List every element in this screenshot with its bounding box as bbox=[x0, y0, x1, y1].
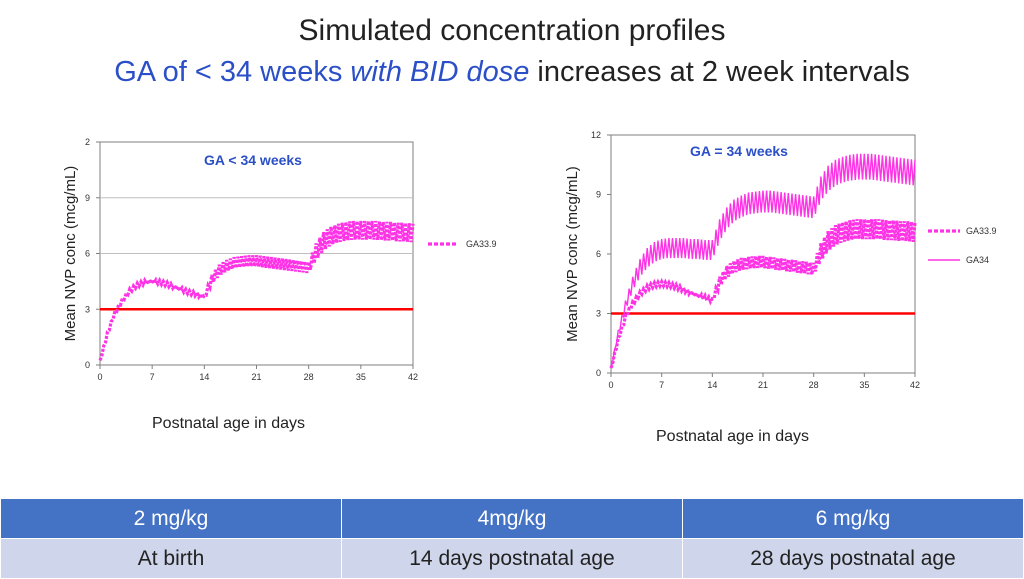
dose-header-cell: 6 mg/kg bbox=[683, 499, 1024, 539]
x-tick-label: 21 bbox=[757, 380, 769, 390]
y-axis-label: Mean NVP conc (mcg/mL) bbox=[564, 166, 581, 342]
y-tick-label: 6 bbox=[595, 249, 601, 259]
subtitle-ga-part: GA of < 34 weeks bbox=[114, 56, 343, 88]
y-tick-label: 3 bbox=[84, 304, 90, 315]
legend-label: GA33.9 bbox=[466, 239, 497, 249]
x-tick-label: 28 bbox=[303, 372, 314, 382]
y-tick-label: 0 bbox=[595, 368, 601, 378]
legend-label: GA33.9 bbox=[966, 226, 997, 236]
chart-right-xlabel: Postnatal age in days bbox=[656, 428, 809, 445]
x-tick-label: 0 bbox=[97, 372, 103, 382]
subtitle-dose-part: with BID dose bbox=[350, 56, 530, 88]
y-tick-label: 9 bbox=[595, 189, 601, 200]
series-line-ga33.9 bbox=[100, 221, 413, 360]
y-tick-label: 9 bbox=[84, 192, 90, 203]
x-tick-label: 7 bbox=[149, 372, 155, 382]
x-tick-label: 35 bbox=[859, 380, 870, 390]
dose-header-cell: 2 mg/kg bbox=[1, 499, 342, 539]
dose-timing-cell: At birth bbox=[1, 539, 342, 579]
series-line-ga33.9 bbox=[611, 219, 915, 368]
x-tick-label: 14 bbox=[199, 372, 210, 382]
y-tick-label: 2 bbox=[84, 137, 90, 147]
chart-left-xlabel: Postnatal age in days bbox=[152, 415, 305, 432]
chart-left bbox=[0, 110, 520, 530]
x-tick-label: 42 bbox=[407, 372, 419, 382]
x-tick-label: 7 bbox=[659, 380, 665, 390]
dose-timing-cell: 28 days postnatal age bbox=[683, 539, 1024, 579]
chart-right bbox=[504, 110, 1024, 530]
x-tick-label: 21 bbox=[251, 372, 262, 382]
legend-label: GA34 bbox=[966, 255, 990, 265]
x-tick-label: 28 bbox=[808, 380, 819, 390]
dose-table-row bbox=[1, 539, 1024, 579]
y-tick-label: 3 bbox=[595, 308, 601, 319]
y-tick-label: 0 bbox=[84, 360, 90, 370]
x-tick-label: 42 bbox=[909, 380, 921, 390]
dose-table bbox=[0, 498, 1024, 579]
x-tick-label: 14 bbox=[707, 380, 718, 390]
dose-timing-cell: 14 days postnatal age bbox=[342, 539, 683, 579]
dose-header-cell: 4mg/kg bbox=[342, 499, 683, 539]
dose-table-header-row bbox=[1, 499, 1024, 539]
chart-annotation: GA = 34 weeks bbox=[690, 143, 788, 159]
y-tick-label: 6 bbox=[84, 248, 90, 259]
x-tick-label: 35 bbox=[355, 372, 366, 382]
y-axis-label: Mean NVP conc (mcg/mL) bbox=[62, 165, 79, 342]
x-tick-label: 0 bbox=[608, 380, 614, 390]
slide-subtitle bbox=[0, 56, 1024, 89]
slide-title: Simulated concentration profiles bbox=[298, 14, 726, 47]
subtitle-interval-part: increases at 2 week intervals bbox=[537, 56, 910, 88]
y-tick-label: 12 bbox=[590, 130, 601, 140]
chart-annotation: GA < 34 weeks bbox=[204, 152, 302, 168]
